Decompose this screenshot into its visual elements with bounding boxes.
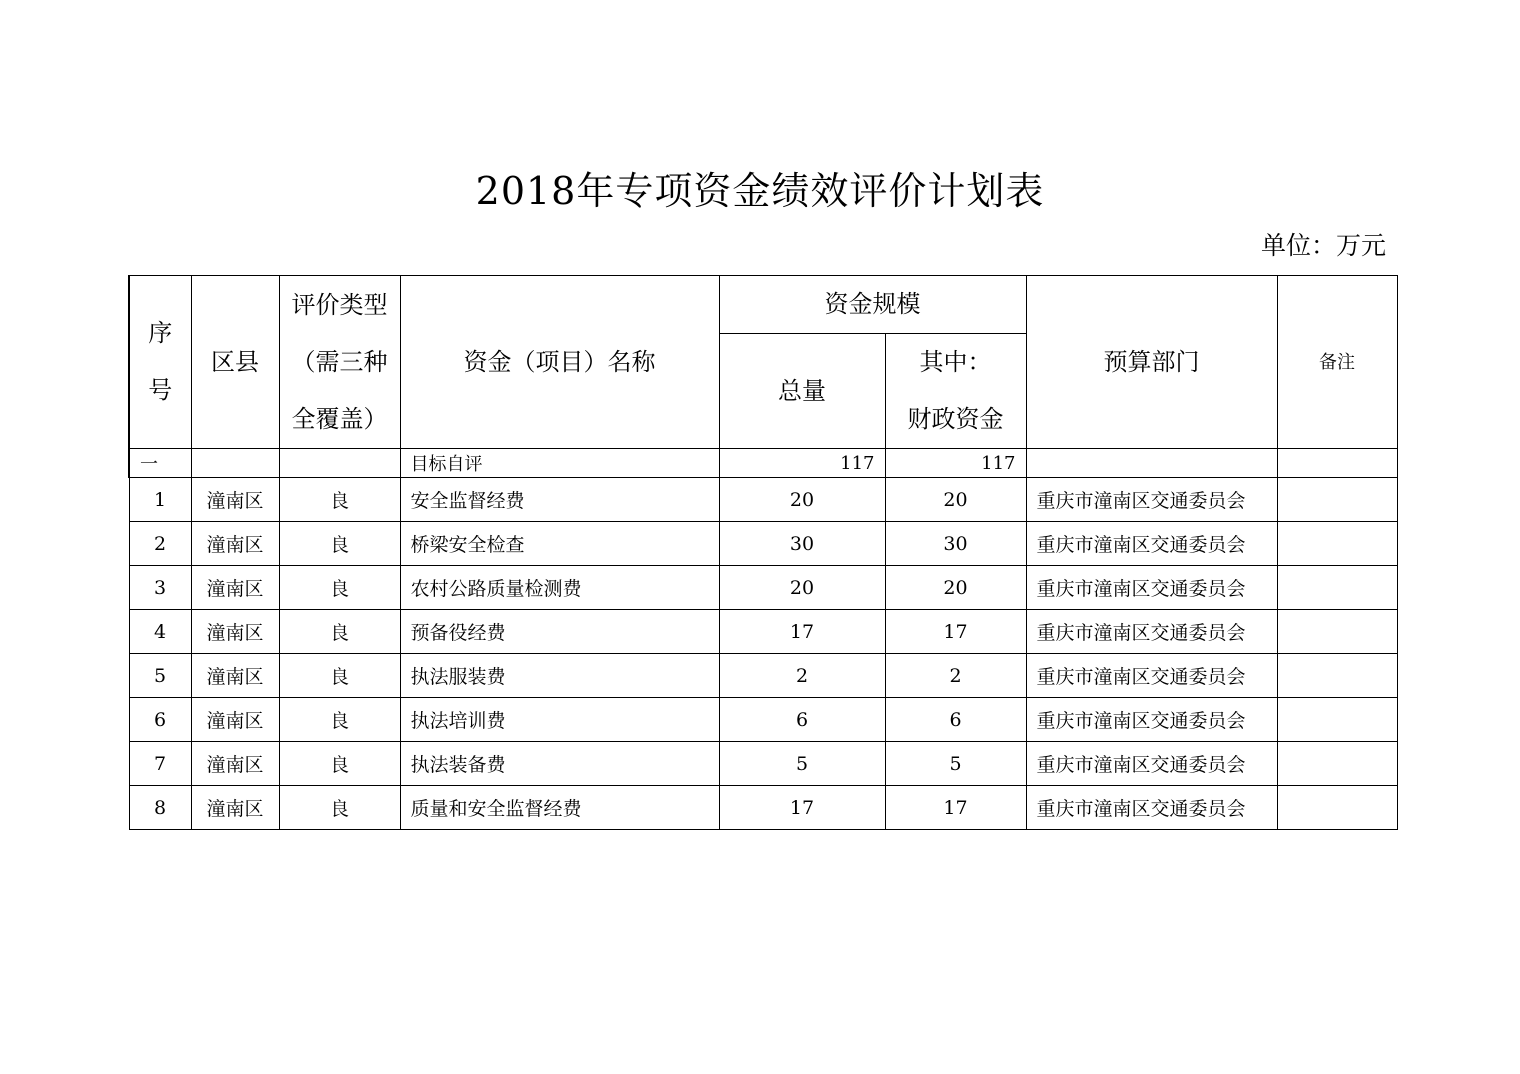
row-type: 良 [279, 698, 400, 742]
row-remark [1277, 786, 1397, 830]
row-total: 2 [719, 654, 885, 698]
row-seq: 3 [129, 566, 191, 610]
header-fiscal-line2: 财政资金 [907, 405, 1004, 433]
row-seq: 8 [129, 786, 191, 830]
row-fiscal: 17 [885, 786, 1026, 830]
row-fiscal: 20 [885, 478, 1026, 522]
row-type: 良 [279, 654, 400, 698]
row-seq: 6 [129, 698, 191, 742]
header-row-1 [129, 276, 1397, 334]
row-total: 17 [719, 786, 885, 830]
header-eval-type-line1: 评价类型 [291, 290, 388, 319]
row-dept: 重庆市潼南区交通委员会 [1026, 742, 1277, 786]
row-type: 良 [279, 742, 400, 786]
row-name: 质量和安全监督经费 [400, 786, 719, 830]
row-dept: 重庆市潼南区交通委员会 [1026, 610, 1277, 654]
unit-label: 单位：万元 [1260, 231, 1386, 260]
table-row [129, 742, 1397, 786]
row-seq: 1 [129, 478, 191, 522]
row-county: 潼南区 [191, 654, 279, 698]
row-remark [1277, 610, 1397, 654]
row-fiscal: 2 [885, 654, 1026, 698]
table-row [129, 610, 1397, 654]
row-fiscal: 5 [885, 742, 1026, 786]
row-fiscal: 17 [885, 610, 1026, 654]
row-type: 良 [279, 522, 400, 566]
row-fiscal: 6 [885, 698, 1026, 742]
header-county: 区县 [191, 276, 279, 449]
row-seq: 4 [129, 610, 191, 654]
row-remark [1277, 742, 1397, 786]
summary-dept [1026, 449, 1277, 478]
header-total: 总量 [719, 334, 885, 449]
header-fiscal-line1: 其中： [919, 348, 992, 376]
row-total: 30 [719, 522, 885, 566]
table-row [129, 478, 1397, 522]
header-remark: 备注 [1277, 276, 1397, 449]
row-name: 预备役经费 [400, 610, 719, 654]
summary-name: 目标自评 [400, 449, 719, 478]
header-seq-line2: 号 [148, 376, 173, 404]
row-total: 6 [719, 698, 885, 742]
table-row [129, 654, 1397, 698]
summary-type [279, 449, 400, 478]
row-seq: 2 [129, 522, 191, 566]
row-total: 5 [719, 742, 885, 786]
row-county: 潼南区 [191, 610, 279, 654]
row-county: 潼南区 [191, 566, 279, 610]
header-seq-line1: 序 [148, 319, 173, 347]
row-remark [1277, 654, 1397, 698]
header-fiscal [885, 334, 1026, 449]
row-total: 20 [719, 478, 885, 522]
summary-row [129, 449, 1397, 478]
header-fund-scale: 资金规模 [719, 276, 1026, 334]
summary-total: 117 [719, 449, 885, 478]
row-seq: 5 [129, 654, 191, 698]
table-row [129, 698, 1397, 742]
row-dept: 重庆市潼南区交通委员会 [1026, 654, 1277, 698]
row-county: 潼南区 [191, 478, 279, 522]
row-seq: 7 [129, 742, 191, 786]
summary-county [191, 449, 279, 478]
row-county: 潼南区 [191, 786, 279, 830]
row-name: 执法服装费 [400, 654, 719, 698]
row-type: 良 [279, 610, 400, 654]
row-county: 潼南区 [191, 522, 279, 566]
row-county: 潼南区 [191, 698, 279, 742]
row-county: 潼南区 [191, 742, 279, 786]
header-eval-type-line3: 全覆盖） [291, 404, 388, 433]
row-name: 农村公路质量检测费 [400, 566, 719, 610]
row-name: 桥梁安全检查 [400, 522, 719, 566]
row-remark [1277, 522, 1397, 566]
summary-fiscal: 117 [885, 449, 1026, 478]
row-dept: 重庆市潼南区交通委员会 [1026, 566, 1277, 610]
summary-seq: 一 [129, 449, 191, 478]
row-name: 安全监督经费 [400, 478, 719, 522]
row-type: 良 [279, 786, 400, 830]
page-title: 2018年专项资金绩效评价计划表 [475, 169, 1045, 213]
row-dept: 重庆市潼南区交通委员会 [1026, 698, 1277, 742]
row-name: 执法培训费 [400, 698, 719, 742]
row-dept: 重庆市潼南区交通委员会 [1026, 522, 1277, 566]
header-eval-type-line2: （需三种 [291, 347, 388, 376]
row-type: 良 [279, 478, 400, 522]
table-row [129, 566, 1397, 610]
row-total: 17 [719, 610, 885, 654]
row-total: 20 [719, 566, 885, 610]
row-name: 执法装备费 [400, 742, 719, 786]
summary-remark [1277, 449, 1397, 478]
table-row [129, 786, 1397, 830]
row-type: 良 [279, 566, 400, 610]
row-remark [1277, 478, 1397, 522]
row-dept: 重庆市潼南区交通委员会 [1026, 786, 1277, 830]
plan-table [128, 275, 1398, 830]
row-fiscal: 30 [885, 522, 1026, 566]
header-eval-type [279, 276, 400, 449]
row-remark [1277, 566, 1397, 610]
row-fiscal: 20 [885, 566, 1026, 610]
row-remark [1277, 698, 1397, 742]
header-dept: 预算部门 [1026, 276, 1277, 449]
header-fund-name: 资金（项目）名称 [400, 276, 719, 449]
header-seq [129, 276, 191, 449]
row-dept: 重庆市潼南区交通委员会 [1026, 478, 1277, 522]
table-row [129, 522, 1397, 566]
